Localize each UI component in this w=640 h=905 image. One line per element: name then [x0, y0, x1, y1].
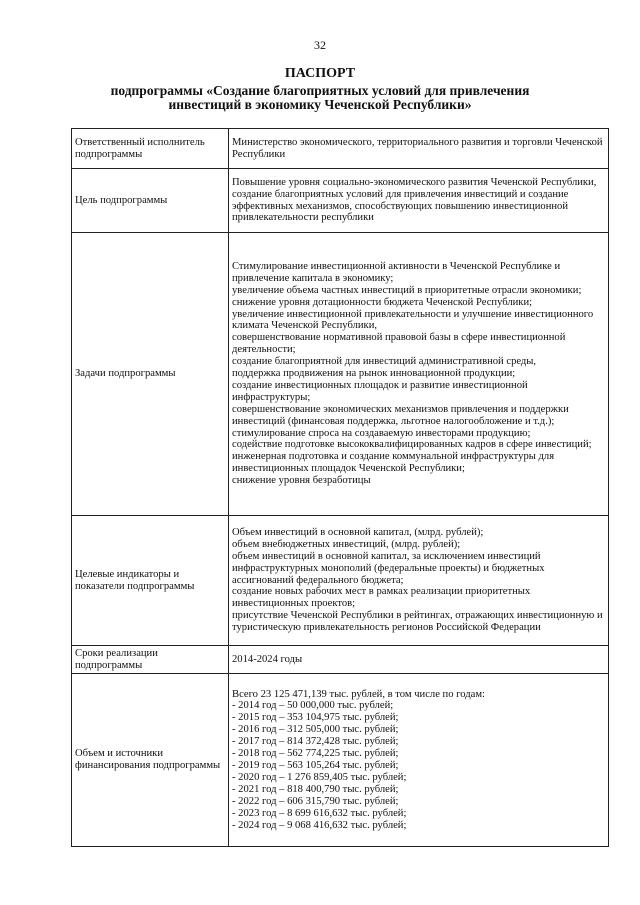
row-label: Сроки реализации подпрограммы: [72, 646, 229, 674]
row-label: Ответственный исполнитель подпрограммы: [72, 129, 229, 169]
page-number: 32: [314, 38, 326, 52]
value-line: инженерная подготовка и создание коммунальной инфраструктуры для инвестиционных площадок Чеченской Республики;: [232, 451, 555, 475]
value-line: 2014-2024 годы: [232, 653, 303, 665]
row-label: Целевые индикаторы и показатели подпрограммы: [72, 516, 229, 646]
table-row: [72, 129, 609, 169]
row-label: Задачи подпрограммы: [72, 233, 229, 516]
value-line: - 2021 год – 818 400,790 тыс. рублей;: [232, 783, 399, 795]
value-line: содействие подготовке высококвалифицированных кадров в сфере инвестиций;: [232, 439, 592, 451]
value-line: Стимулирование инвестиционной активности в Чеченской Республике и привлечение капитала в экономику;: [232, 260, 561, 284]
value-line: поддержка продвижения на рынок инновационной продукции;: [232, 368, 516, 380]
row-value: [229, 169, 609, 233]
value-line: - 2017 год – 814 372,428 тыс. рублей;: [232, 736, 399, 748]
value-line: создание новых рабочих мест в рамках реализации приоритетных инвестиционных проектов;: [232, 586, 531, 610]
value-line: - 2018 год – 562 774,225 тыс. рублей;: [232, 748, 399, 760]
value-line: Объем инвестиций в основной капитал, (млрд. рублей);: [232, 526, 484, 538]
value-line: Министерство экономического, территориального развития и торговли Чеченской Республики: [232, 136, 603, 160]
value-line: объем инвестиций в основной капитал, за исключением инвестиций инфраструктурных монополий (федеральные проекты) и бюджетных ассигнований федерального бюджета;: [232, 550, 545, 586]
value-line: увеличение инвестиционной привлекательности и улучшение инвестиционного климата Чеченской Республики,: [232, 308, 594, 332]
value-line: снижение уровня дотационности бюджета Чеченской Республики;: [232, 296, 533, 308]
value-line: снижение уровня безработицы: [232, 475, 371, 487]
value-line: - 2024 год – 9 068 416,632 тыс. рублей;: [232, 819, 407, 831]
value-line: - 2016 год – 312 505,000 тыс. рублей;: [232, 724, 399, 736]
value-line: присутствие Чеченской Республики в рейтингах, отражающих инвестиционную и туристическую привлекательность регионов Российской Федерации: [232, 610, 603, 634]
value-line: Повышение уровня социально-экономического развития Чеченской Республики,: [232, 176, 597, 188]
value-line: - 2020 год – 1 276 859,405 тыс. рублей;: [232, 771, 407, 783]
value-line: объем внебюджетных инвестиций, (млрд. рублей);: [232, 538, 461, 550]
value-line: увеличение объема частных инвестиций в приоритетные отрасли экономики;: [232, 284, 582, 296]
document-title: ПАСПОРТ: [284, 66, 356, 81]
value-line: совершенствование нормативной правовой базы в сфере инвестиционной деятельности;: [232, 332, 566, 356]
value-line: совершенствование экономических механизмов привлечения и поддержки инвестиций (финансовая поддержка, льготное налогообложение и т.д.);: [232, 403, 569, 427]
table-row: [72, 646, 609, 674]
value-line: - 2023 год – 8 699 616,632 тыс. рублей;: [232, 807, 407, 819]
row-value: [229, 646, 609, 674]
row-label: Объем и источники финансирования подпрограммы: [72, 674, 229, 847]
table-row: [72, 233, 609, 516]
row-value: [229, 233, 609, 516]
value-line: - 2022 год – 606 315,790 тыс. рублей;: [232, 795, 399, 807]
value-line: стимулирование спроса на создаваемую инвесторами продукцию;: [232, 427, 531, 439]
row-value: [229, 516, 609, 646]
table-row: [72, 169, 609, 233]
value-line: Всего 23 125 471,139 тыс. рублей, в том числе по годам:: [232, 688, 485, 700]
row-value: [229, 129, 609, 169]
document-subtitle: подпрограммы «Создание благоприятных условий для привлечения инвестиций в экономику Чеченской Республики»: [110, 83, 530, 112]
table-row: [72, 516, 609, 646]
value-line: - 2019 год – 563 105,264 тыс. рублей;: [232, 760, 399, 771]
value-line: создание инвестиционных площадок и развитие инвестиционной инфраструктуры;: [232, 379, 528, 403]
passport-table: [71, 128, 609, 847]
row-value: [229, 674, 609, 847]
value-line: создание благоприятной для инвестиций административной среды,: [232, 356, 537, 368]
table-row: [72, 674, 609, 847]
row-label: Цель подпрограммы: [72, 169, 229, 233]
value-line: - 2014 год – 50 000,000 тыс. рублей;: [232, 700, 394, 712]
value-line: - 2015 год – 353 104,975 тыс. рублей;: [232, 712, 399, 724]
value-line: создание благоприятных условий для привлечения инвестиций и создание эффективных механизмов, способствующих повышению инвестиционной привлекательности республики: [232, 188, 569, 224]
